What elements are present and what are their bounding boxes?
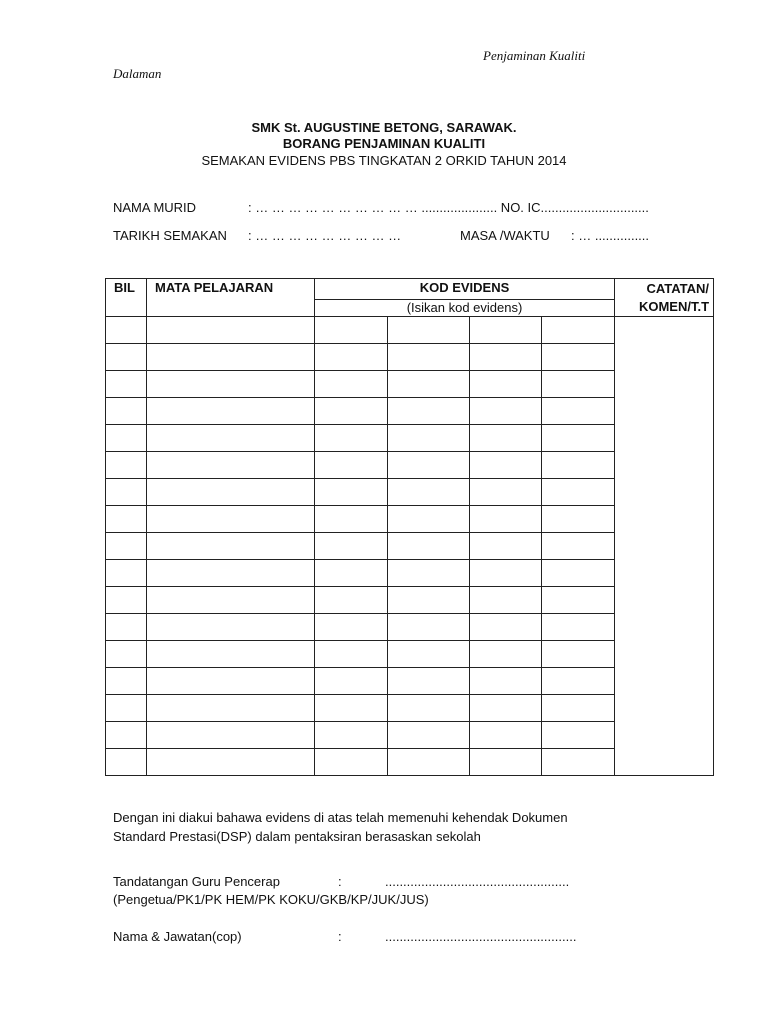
- col-header-bil: BIL: [106, 279, 147, 317]
- kod-cell-1[interactable]: [315, 398, 388, 425]
- bil-cell[interactable]: [106, 371, 147, 398]
- nama-murid-field: : … … … … … … … … … … ..................... NO. IC..............................: [248, 200, 649, 215]
- bil-cell[interactable]: [106, 614, 147, 641]
- kod-cell-2[interactable]: [388, 560, 470, 587]
- kod-cell-2[interactable]: [388, 668, 470, 695]
- tarikh-semakan-label: TARIKH SEMAKAN: [113, 228, 227, 243]
- kod-cell-4[interactable]: [542, 614, 615, 641]
- bil-cell[interactable]: [106, 560, 147, 587]
- kod-cell-3[interactable]: [470, 587, 542, 614]
- kod-cell-1[interactable]: [315, 749, 388, 776]
- kod-cell-1[interactable]: [315, 317, 388, 344]
- guru-pencerap-colon: :: [338, 874, 342, 889]
- declaration-line-1: Dengan ini diakui bahawa evidens di atas telah memenuhi kehendak Dokumen: [113, 810, 568, 825]
- bil-cell[interactable]: [106, 398, 147, 425]
- kod-cell-1[interactable]: [315, 425, 388, 452]
- nama-jawatan-label: Nama & Jawatan(cop): [113, 929, 242, 944]
- kod-cell-3[interactable]: [470, 560, 542, 587]
- bil-cell[interactable]: [106, 479, 147, 506]
- kod-cell-4[interactable]: [542, 641, 615, 668]
- declaration-line-2: Standard Prestasi(DSP) dalam pentaksiran berasaskan sekolah: [113, 829, 481, 844]
- nama-jawatan-line: .....................................................: [385, 929, 577, 944]
- kod-cell-4[interactable]: [542, 344, 615, 371]
- kod-cell-1[interactable]: [315, 506, 388, 533]
- kod-cell-2[interactable]: [388, 641, 470, 668]
- kod-cell-2[interactable]: [388, 506, 470, 533]
- guru-pencerap-signature-line: ...................................................: [385, 874, 570, 889]
- tarikh-semakan-field: : … … … … … … … … …: [248, 228, 402, 243]
- bil-cell[interactable]: [106, 317, 147, 344]
- kod-cell-2[interactable]: [388, 344, 470, 371]
- kod-cell-3[interactable]: [470, 749, 542, 776]
- mata-pelajaran-cell[interactable]: [147, 749, 315, 776]
- kod-cell-2[interactable]: [388, 749, 470, 776]
- mata-pelajaran-cell[interactable]: [147, 668, 315, 695]
- kod-cell-4[interactable]: [542, 317, 615, 344]
- kod-cell-3[interactable]: [470, 425, 542, 452]
- kod-cell-2[interactable]: [388, 614, 470, 641]
- kod-cell-1[interactable]: [315, 533, 388, 560]
- bil-cell[interactable]: [106, 749, 147, 776]
- mata-pelajaran-cell[interactable]: [147, 695, 315, 722]
- bil-cell[interactable]: [106, 533, 147, 560]
- mata-pelajaran-cell[interactable]: [147, 452, 315, 479]
- kod-cell-2[interactable]: [388, 371, 470, 398]
- kod-cell-1[interactable]: [315, 722, 388, 749]
- kod-cell-4[interactable]: [542, 560, 615, 587]
- mata-pelajaran-cell[interactable]: [147, 533, 315, 560]
- mata-pelajaran-cell[interactable]: [147, 317, 315, 344]
- mata-pelajaran-cell[interactable]: [147, 506, 315, 533]
- mata-pelajaran-cell[interactable]: [147, 560, 315, 587]
- bil-cell[interactable]: [106, 506, 147, 533]
- kod-cell-3[interactable]: [470, 641, 542, 668]
- kod-cell-3[interactable]: [470, 344, 542, 371]
- kod-cell-4[interactable]: [542, 695, 615, 722]
- kod-cell-1[interactable]: [315, 371, 388, 398]
- mata-pelajaran-cell[interactable]: [147, 398, 315, 425]
- kod-cell-3[interactable]: [470, 317, 542, 344]
- kod-cell-3[interactable]: [470, 533, 542, 560]
- kod-cell-4[interactable]: [542, 452, 615, 479]
- kod-cell-1[interactable]: [315, 587, 388, 614]
- mata-pelajaran-cell[interactable]: [147, 371, 315, 398]
- bil-cell[interactable]: [106, 452, 147, 479]
- mata-pelajaran-cell[interactable]: [147, 614, 315, 641]
- kod-cell-4[interactable]: [542, 668, 615, 695]
- kod-cell-2[interactable]: [388, 317, 470, 344]
- kod-cell-1[interactable]: [315, 641, 388, 668]
- mata-pelajaran-cell[interactable]: [147, 587, 315, 614]
- kod-cell-3[interactable]: [470, 479, 542, 506]
- subject-title: SEMAKAN EVIDENS PBS TINGKATAN 2 ORKID TAHUN 2014: [201, 153, 567, 168]
- evidence-table: [105, 278, 714, 776]
- kod-cell-3[interactable]: [470, 398, 542, 425]
- bil-cell[interactable]: [106, 668, 147, 695]
- kod-cell-4[interactable]: [542, 587, 615, 614]
- kod-cell-3[interactable]: [470, 668, 542, 695]
- catatan-line-1: CATATAN/: [646, 281, 710, 296]
- kod-cell-1[interactable]: [315, 695, 388, 722]
- kod-cell-1[interactable]: [315, 479, 388, 506]
- mata-pelajaran-cell[interactable]: [147, 722, 315, 749]
- kod-cell-1[interactable]: [315, 668, 388, 695]
- col-header-mata-pelajaran: MATA PELAJARAN: [147, 279, 315, 317]
- kod-cell-4[interactable]: [542, 749, 615, 776]
- nama-jawatan-colon: :: [338, 929, 342, 944]
- kod-cell-2[interactable]: [388, 425, 470, 452]
- guru-pencerap-label: Tandatangan Guru Pencerap: [113, 874, 280, 889]
- kod-cell-2[interactable]: [388, 452, 470, 479]
- kod-cell-4[interactable]: [542, 479, 615, 506]
- kod-cell-4[interactable]: [542, 722, 615, 749]
- bil-cell[interactable]: [106, 641, 147, 668]
- catatan-cell[interactable]: [615, 317, 714, 776]
- kod-cell-1[interactable]: [315, 344, 388, 371]
- kod-cell-4[interactable]: [542, 506, 615, 533]
- kod-cell-3[interactable]: [470, 452, 542, 479]
- col-header-kod-evidens: KOD EVIDENS: [315, 279, 615, 300]
- kod-cell-4[interactable]: [542, 398, 615, 425]
- bil-cell[interactable]: [106, 425, 147, 452]
- kod-cell-3[interactable]: [470, 506, 542, 533]
- masa-waktu-field: : … ...............: [571, 228, 650, 243]
- kod-cell-3[interactable]: [470, 371, 542, 398]
- catatan-line-2: KOMEN/T.T: [638, 299, 710, 314]
- kod-cell-3[interactable]: [470, 614, 542, 641]
- kod-cell-1[interactable]: [315, 452, 388, 479]
- kod-cell-2[interactable]: [388, 587, 470, 614]
- mata-pelajaran-cell[interactable]: [147, 479, 315, 506]
- col-subheader-kod: (Isikan kod evidens): [315, 299, 615, 316]
- kod-cell-3[interactable]: [470, 722, 542, 749]
- header-line-1: Penjaminan Kualiti: [483, 48, 586, 63]
- kod-cell-2[interactable]: [388, 479, 470, 506]
- header-line-2: Dalaman: [113, 66, 162, 81]
- table-row: [106, 317, 714, 344]
- kod-cell-2[interactable]: [388, 398, 470, 425]
- kod-cell-1[interactable]: [315, 560, 388, 587]
- kod-cell-2[interactable]: [388, 695, 470, 722]
- kod-cell-3[interactable]: [470, 695, 542, 722]
- bil-cell[interactable]: [106, 695, 147, 722]
- kod-cell-4[interactable]: [542, 425, 615, 452]
- mata-pelajaran-cell[interactable]: [147, 425, 315, 452]
- kod-cell-2[interactable]: [388, 533, 470, 560]
- masa-waktu-label: MASA /WAKTU: [460, 228, 550, 243]
- mata-pelajaran-cell[interactable]: [147, 344, 315, 371]
- kod-cell-4[interactable]: [542, 371, 615, 398]
- bil-cell[interactable]: [106, 722, 147, 749]
- kod-cell-2[interactable]: [388, 722, 470, 749]
- bil-cell[interactable]: [106, 344, 147, 371]
- col-header-catatan: [615, 279, 714, 317]
- form-title: BORANG PENJAMINAN KUALITI: [282, 136, 486, 151]
- kod-cell-4[interactable]: [542, 533, 615, 560]
- nama-murid-label: NAMA MURID: [113, 200, 197, 215]
- bil-cell[interactable]: [106, 587, 147, 614]
- kod-cell-1[interactable]: [315, 614, 388, 641]
- guru-pencerap-roles: (Pengetua/PK1/PK HEM/PK KOKU/GKB/KP/JUK/JUS): [113, 892, 429, 907]
- school-title: SMK St. AUGUSTINE BETONG, SARAWAK.: [251, 120, 517, 135]
- mata-pelajaran-cell[interactable]: [147, 641, 315, 668]
